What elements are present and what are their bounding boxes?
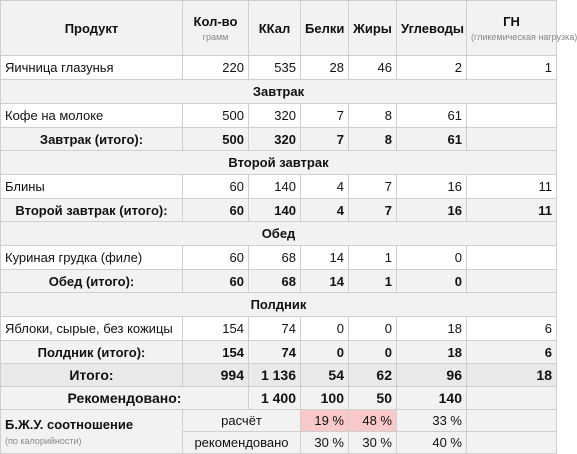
recommended-label: Рекомендовано: [1, 387, 249, 410]
food-qty[interactable]: 220 [183, 56, 249, 80]
total-kcal: 74 [249, 341, 301, 364]
total-label: Завтрак (итого): [1, 128, 183, 151]
recommended-protein: 100 [301, 387, 349, 410]
section-title-second-breakfast: Второй завтрак [1, 151, 557, 175]
total-kcal: 140 [249, 199, 301, 222]
total-gi: 11 [467, 199, 557, 222]
col-header-kcal: ККал [249, 1, 301, 56]
food-protein: 14 [301, 246, 349, 270]
food-kcal: 68 [249, 246, 301, 270]
food-qty[interactable]: 60 [183, 175, 249, 199]
total-fat: 0 [349, 341, 397, 364]
food-protein: 0 [301, 317, 349, 341]
col-header-fat: Жиры [349, 1, 397, 56]
total-gi [467, 270, 557, 293]
total-fat: 8 [349, 128, 397, 151]
col-header-product: Продукт [1, 1, 183, 56]
grand-total-row [1, 364, 557, 387]
food-name[interactable]: Блины [1, 175, 183, 199]
food-fat: 0 [349, 317, 397, 341]
food-name[interactable]: Кофе на молоке [1, 104, 183, 128]
recommended-fat: 50 [349, 387, 397, 410]
food-kcal: 320 [249, 104, 301, 128]
grand-total-label: Итого: [1, 364, 183, 387]
food-carbs: 0 [397, 246, 467, 270]
food-fat: 7 [349, 175, 397, 199]
section-header [1, 151, 557, 175]
total-gi: 6 [467, 341, 557, 364]
total-carbs: 16 [397, 199, 467, 222]
section-title-snack: Полдник [1, 293, 557, 317]
ratio-calc-label: расчёт [183, 410, 301, 432]
food-name[interactable]: Яблоки, сырые, без кожицы [1, 317, 183, 341]
ratio-rec-gi-empty [467, 432, 557, 454]
section-total-row [1, 341, 557, 364]
food-carbs: 2 [397, 56, 467, 80]
total-protein: 7 [301, 128, 349, 151]
grand-total-gi: 18 [467, 364, 557, 387]
total-carbs: 61 [397, 128, 467, 151]
section-total-row [1, 128, 557, 151]
total-label: Второй завтрак (итого): [1, 199, 183, 222]
grand-total-qty: 994 [183, 364, 249, 387]
section-title-lunch: Обед [1, 222, 557, 246]
food-carbs: 61 [397, 104, 467, 128]
total-qty: 500 [183, 128, 249, 151]
grand-total-kcal: 1 136 [249, 364, 301, 387]
total-carbs: 0 [397, 270, 467, 293]
grand-total-carbs: 96 [397, 364, 467, 387]
table-row [1, 246, 557, 270]
qty-unit-label: грамм [202, 32, 229, 42]
table-header-row [1, 1, 557, 56]
recommended-row [1, 387, 557, 410]
table-row [1, 56, 557, 80]
total-kcal: 320 [249, 128, 301, 151]
food-qty[interactable]: 500 [183, 104, 249, 128]
total-label: Обед (итого): [1, 270, 183, 293]
food-carbs: 16 [397, 175, 467, 199]
recommended-gi-empty [467, 387, 557, 410]
food-gi: 1 [467, 56, 557, 80]
ratio-rec-label: рекомендовано [183, 432, 301, 454]
food-qty[interactable]: 154 [183, 317, 249, 341]
grand-total-fat: 62 [349, 364, 397, 387]
food-fat: 8 [349, 104, 397, 128]
ratio-rec-fat: 30 % [349, 432, 397, 454]
gi-sub-label: (гликемическая нагрузка) [471, 32, 577, 42]
food-protein: 4 [301, 175, 349, 199]
section-header [1, 222, 557, 246]
section-title-breakfast: Завтрак [1, 80, 557, 104]
ratio-rec-carbs: 40 % [397, 432, 467, 454]
total-qty: 60 [183, 270, 249, 293]
col-header-carbs: Углеводы [397, 1, 467, 56]
total-qty: 60 [183, 199, 249, 222]
ratio-calc-protein: 19 % [301, 410, 349, 432]
section-total-row [1, 270, 557, 293]
food-gi [467, 246, 557, 270]
food-fat: 46 [349, 56, 397, 80]
food-gi: 6 [467, 317, 557, 341]
recommended-kcal: 1 400 [249, 387, 301, 410]
grand-total-protein: 54 [301, 364, 349, 387]
food-kcal: 535 [249, 56, 301, 80]
table-row [1, 317, 557, 341]
section-total-row [1, 199, 557, 222]
food-carbs: 18 [397, 317, 467, 341]
col-header-gi: ГН (гликемическая нагрузка) [467, 1, 557, 56]
ratio-sub-label: (по калорийности) [5, 436, 82, 446]
ratio-rec-protein: 30 % [301, 432, 349, 454]
col-header-protein: Белки [301, 1, 349, 56]
table-row [1, 175, 557, 199]
food-qty[interactable]: 60 [183, 246, 249, 270]
food-protein: 7 [301, 104, 349, 128]
total-protein: 0 [301, 341, 349, 364]
total-kcal: 68 [249, 270, 301, 293]
table-row [1, 104, 557, 128]
food-kcal: 140 [249, 175, 301, 199]
food-gi [467, 104, 557, 128]
total-fat: 7 [349, 199, 397, 222]
recommended-carbs: 140 [397, 387, 467, 410]
food-gi: 11 [467, 175, 557, 199]
total-protein: 4 [301, 199, 349, 222]
total-protein: 14 [301, 270, 349, 293]
total-carbs: 18 [397, 341, 467, 364]
food-fat: 1 [349, 246, 397, 270]
food-name[interactable]: Яичница глазунья [1, 56, 183, 80]
total-fat: 1 [349, 270, 397, 293]
section-header [1, 293, 557, 317]
food-kcal: 74 [249, 317, 301, 341]
ratio-calc-row [1, 410, 557, 432]
col-header-qty: Кол-во грамм [183, 1, 249, 56]
food-name[interactable]: Куриная грудка (филе) [1, 246, 183, 270]
ratio-label: Б.Ж.У. соотношение (по калорийности) [1, 410, 183, 454]
total-qty: 154 [183, 341, 249, 364]
ratio-calc-fat: 48 % [349, 410, 397, 432]
ratio-calc-carbs: 33 % [397, 410, 467, 432]
total-label: Полдник (итого): [1, 341, 183, 364]
total-gi [467, 128, 557, 151]
food-protein: 28 [301, 56, 349, 80]
ratio-calc-gi-empty [467, 410, 557, 432]
section-header [1, 80, 557, 104]
